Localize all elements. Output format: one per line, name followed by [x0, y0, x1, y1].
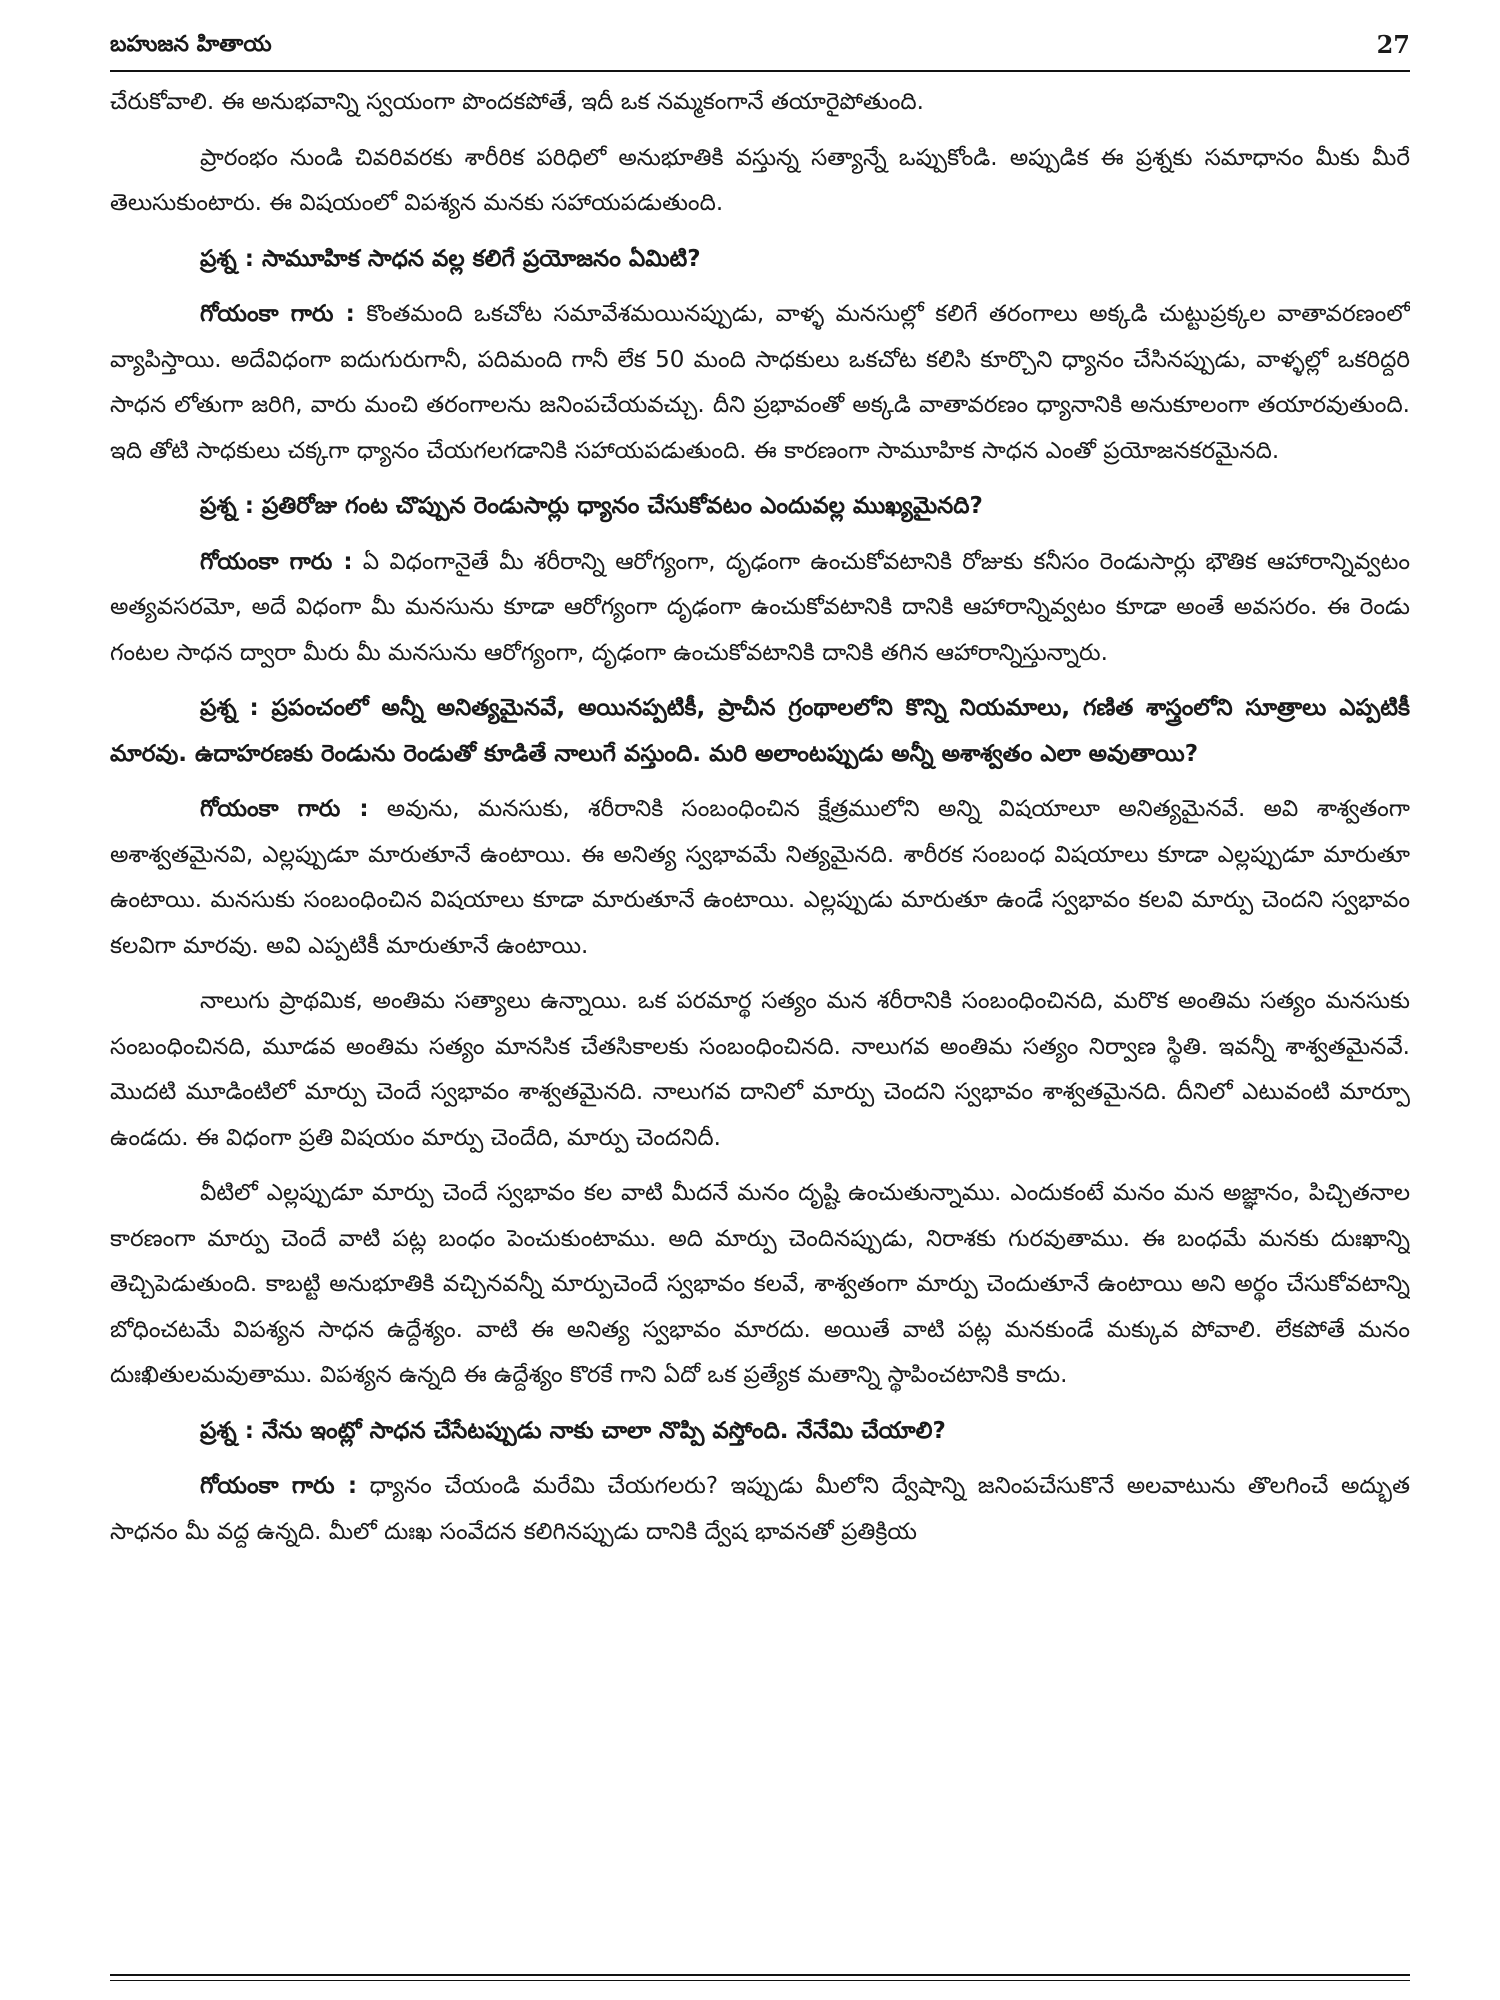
page-body — [110, 80, 1410, 1965]
answer-text: అవును, మనసుకు, శరీరానికి సంబంధించిన క్షేత్రములోని అన్ని విషయాలూ అనిత్యమైనవే. అవి శాశ్వతంగా అశాశ్వతమైనవి, ఎల్లప్పుడూ మారుతూనే ఉంటాయి. ఈ అనిత్య స్వభావమే నిత్యమైనది. శారీరక సంబంధ విషయాలు కూడా ఎల్లప్పుడూ మారుతూ ఉంటాయి. మనసుకు సంబంధించిన విషయాలు కూడా మారుతూనే ఉంటాయి. ఎల్లప్పుడు మారుతూ ఉండే స్వభావం కలవి మార్పు చెందని స్వభావం కలవిగా మారవు. అవి ఎప్పటికీ మారుతూనే ఉంటాయి. — [110, 796, 1410, 959]
footer-rule-thin — [110, 1980, 1410, 1981]
question: ప్రశ్న : ప్రతిరోజు గంట చొప్పున రెండుసార్లు ధ్యానం చేసుకోవటం ఎందువల్ల ముఖ్యమైనది? — [200, 493, 983, 519]
speaker-label: గోయంకా గారు : — [200, 796, 369, 822]
question: ప్రశ్న : ప్రపంచంలో అన్నీ అనిత్యమైనవే, అయినప్పటికీ, ప్రాచీన గ్రంథాలలోని కొన్ని నియమాలు, గణిత శాస్త్రంలోని సూత్రాలు ఎప్పటికీ మారవు. ఉదాహరణకు రెండును రెండుతో కూడితే నాలుగే వస్తుంది. మరి అలాంటప్పుడు అన్నీ అశాశ్వతం ఎలా అవుతాయి? — [110, 695, 1410, 767]
answer-text: ఏ విధంగానైతే మీ శరీరాన్ని ఆరోగ్యంగా, దృఢంగా ఉంచుకోవటానికి రోజుకు కనీసం రెండుసార్లు భౌతిక ఆహారాన్నివ్వటం అత్యవసరమో, అదే విధంగా మీ మనసును కూడా ఆరోగ్యంగా దృఢంగా ఉంచుకోవటానికి దానికి ఆహారాన్నివ్వటం కూడా అంతే అవసరం. ఈ రెండు గంటల సాధన ద్వారా మీరు మీ మనసును ఆరోగ్యంగా, దృఢంగా ఉంచుకోవటానికి దానికి తగిన ఆహారాన్నిస్తున్నారు. — [110, 548, 1410, 666]
speaker-label: గోయంకా గారు : — [200, 301, 355, 327]
paragraph-continuation: చేరుకోవాలి. ఈ అనుభవాన్ని స్వయంగా పొందకపోతే, ఇదీ ఒక నమ్మకంగానే తయారైపోతుంది. — [110, 89, 924, 115]
book-page — [110, 0, 1410, 2000]
question: ప్రశ్న : సామూహిక సాధన వల్ల కలిగే ప్రయోజనం ఏమిటి? — [200, 245, 701, 272]
page-header — [110, 30, 1410, 70]
paragraph: వీటిలో ఎల్లప్పుడూ మార్పు చెందే స్వభావం కల వాటి మీదనే మనం దృష్టి ఉంచుతున్నాము. ఎందుకంటే మనం మన అజ్ఞానం, పిచ్చితనాల కారణంగా మార్పు చెందే వాటి పట్ల బంధం పెంచుకుంటాము. అది మార్పు చెందినప్పుడు, నిరాశకు గురవుతాము. ఈ బంధమే మనకు దుఃఖాన్ని తెచ్చిపెడుతుంది. కాబట్టి అనుభూతికి వచ్చినవన్నీ మార్పుచెందే స్వభావం కలవే, శాశ్వతంగా మార్పు చెందుతూనే ఉంటాయి అని అర్థం చేసుకోవటాన్ని బోధించటమే విపశ్యన సాధన ఉద్దేశ్యం. వాటి ఈ అనిత్య స్వభావం మారదు. అయితే వాటి పట్ల మనకుండే మక్కువ పోవాలి. లేకపోతే మనం దుఃఖితులమవుతాము. విపశ్యన ఉన్నది ఈ ఉద్దేశ్యం కొరకే గాని ఏదో ఒక ప్రత్యేక మతాన్ని స్థాపించటానికి కాదు. — [110, 1180, 1410, 1388]
speaker-label: గోయంకా గారు : — [200, 548, 353, 575]
answer-text: కొంతమంది ఒకచోట సమావేశమయినప్పుడు, వాళ్ళ మనసుల్లో కలిగే తరంగాలు అక్కడి చుట్టుప్రక్కల వాతావరణంలో వ్యాపిస్తాయి. అదేవిధంగా ఐదుగురుగానీ, పదిమంది గానీ లేక 50 మంది సాధకులు ఒకచోట కలిసి కూర్చొని ధ్యానం చేసినప్పుడు, వాళ్ళల్లో ఒకరిద్దరి సాధన లోతుగా జరిగి, వారు మంచి తరంగాలను జనింపచేయవచ్చు. దీని ప్రభావంతో అక్కడి వాతావరణం ధ్యానానికి అనుకూలంగా తయారవుతుంది. ఇది తోటి సాధకులు చక్కగా ధ్యానం చేయగలగడానికి సహాయపడుతుంది. ఈ కారణంగా సామూహిక సాధన ఎంతో ప్రయోజనకరమైనది. — [110, 301, 1410, 464]
answer — [110, 292, 1410, 474]
paragraph: నాలుగు ప్రాథమిక, అంతిమ సత్యాలు ఉన్నాయి. ఒక పరమార్థ సత్యం మన శరీరానికి సంబంధించినది, మరొక అంతిమ సత్యం మనసుకు సంబంధించినది, మూడవ అంతిమ సత్యం మానసిక చేతసికాలకు సంబంధించినది. నాలుగవ అంతిమ సత్యం నిర్వాణ స్థితి. ఇవన్నీ శాశ్వతమైనవే. మొదటి మూడింటిలో మార్పు చెందే స్వభావం శాశ్వతమైనది. నాలుగవ దానిలో మార్పు చెందని స్వభావం శాశ్వతమైనది. దీనిలో ఎటువంటి మార్పూ ఉండదు. ఈ విధంగా ప్రతి విషయం మార్పు చెందేది, మార్పు చెందనిదీ. — [110, 988, 1410, 1151]
footer-rule — [110, 1974, 1410, 1976]
answer — [110, 787, 1410, 969]
header-rule — [110, 70, 1410, 72]
speaker-label: గోయంకా గారు : — [200, 1473, 358, 1499]
question: ప్రశ్న : నేను ఇంట్లో సాధన చేసేటప్పుడు నాకు చాలా నొప్పి వస్తోంది. నేనేమి చేయాలి? — [200, 1417, 946, 1444]
answer — [110, 540, 1410, 677]
answer-text: ధ్యానం చేయండి మరేమి చేయగలరు? ఇప్పుడు మీలోని ద్వేషాన్ని జనింపచేసుకొనే అలవాటును తొలగించే అద్భుత సాధనం మీ వద్ద ఉన్నది. మీలో దుఃఖ సంవేదన కలిగినప్పుడు దానికి ద్వేష భావనతో ప్రతిక్రియ — [110, 1473, 1410, 1545]
answer — [110, 1464, 1410, 1555]
running-title: బహుజన హితాయ — [110, 32, 272, 57]
page-number: 27 — [1376, 30, 1410, 59]
paragraph: ప్రారంభం నుండి చివరివరకు శారీరిక పరిధిలో అనుభూతికి వస్తున్న సత్యాన్నే ఒప్పుకోండి. అప్పుడిక ఈ ప్రశ్నకు సమాధానం మీకు మీరే తెలుసుకుంటారు. ఈ విషయంలో విపశ్యన మనకు సహాయపడుతుంది. — [110, 144, 1410, 216]
